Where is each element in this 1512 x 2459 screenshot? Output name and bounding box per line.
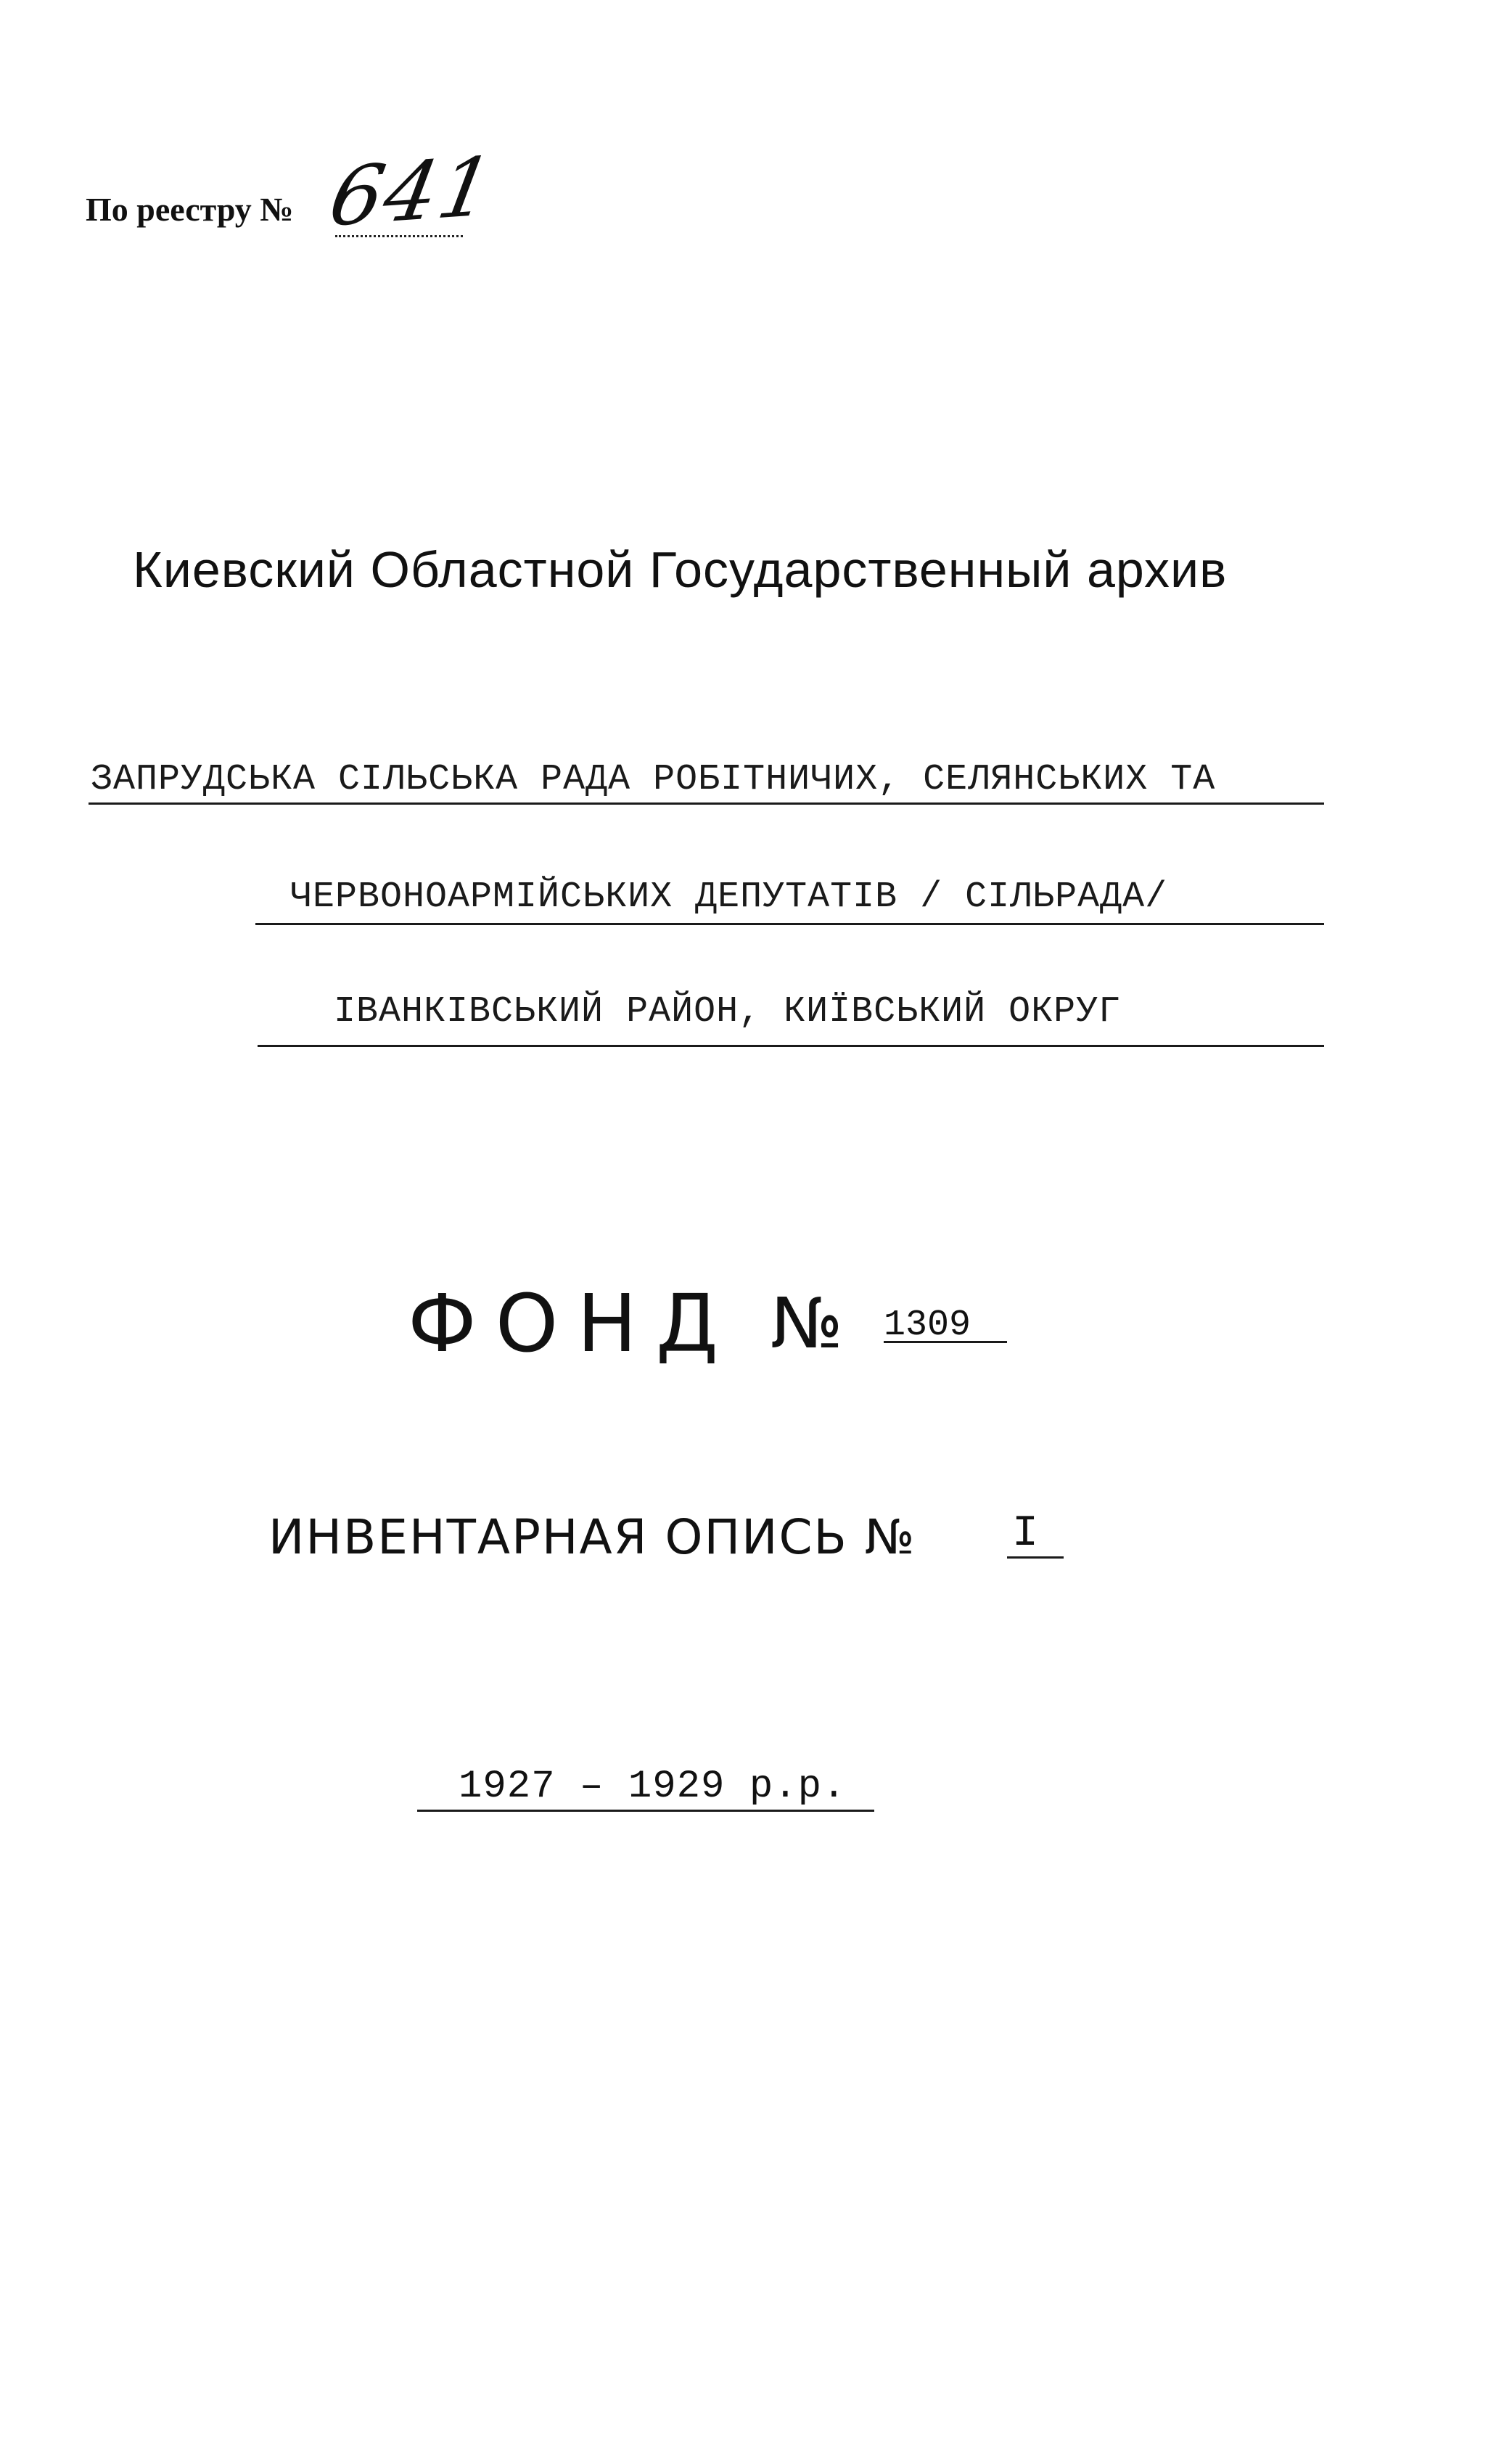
underline-rule-3 [258,1045,1324,1047]
registry-number-handwritten: 641 [322,139,502,245]
fund-name-line-3: ІВАНКІВСЬКИЙ РАЙОН, КИЇВСЬКИЙ ОКРУГ [334,991,1122,1033]
archive-title: Киевский Областной Государственный архив [133,541,1228,598]
date-range: 1927 – 1929 р.р. [459,1765,847,1809]
fund-name-line-1: ЗАПРУДСЬКА СІЛЬСЬКА РАДА РОБІТНИЧИХ, СЕЛЯНСЬКИХ ТА [91,759,1216,800]
fond-number-underline [884,1341,1007,1343]
registry-dotted-line [335,235,463,237]
inventory-title: ИНВЕНТАРНАЯ ОПИСЬ № [268,1509,916,1565]
registry-label: По реестру № [86,191,294,228]
inventory-number-underline [1007,1556,1064,1559]
fund-name-line-2: ЧЕРВОНОАРМІЙСЬКИХ ДЕПУТАТІВ / СІЛЬРАДА/ [290,877,1168,918]
inventory-number: I [1012,1509,1039,1559]
date-underline [417,1810,874,1812]
underline-rule-2 [255,923,1324,925]
fond-heading: ФОНД [408,1277,737,1370]
fond-number: 1309 [884,1305,971,1346]
underline-rule-1 [89,802,1324,805]
fond-number-sign: № [771,1283,843,1364]
